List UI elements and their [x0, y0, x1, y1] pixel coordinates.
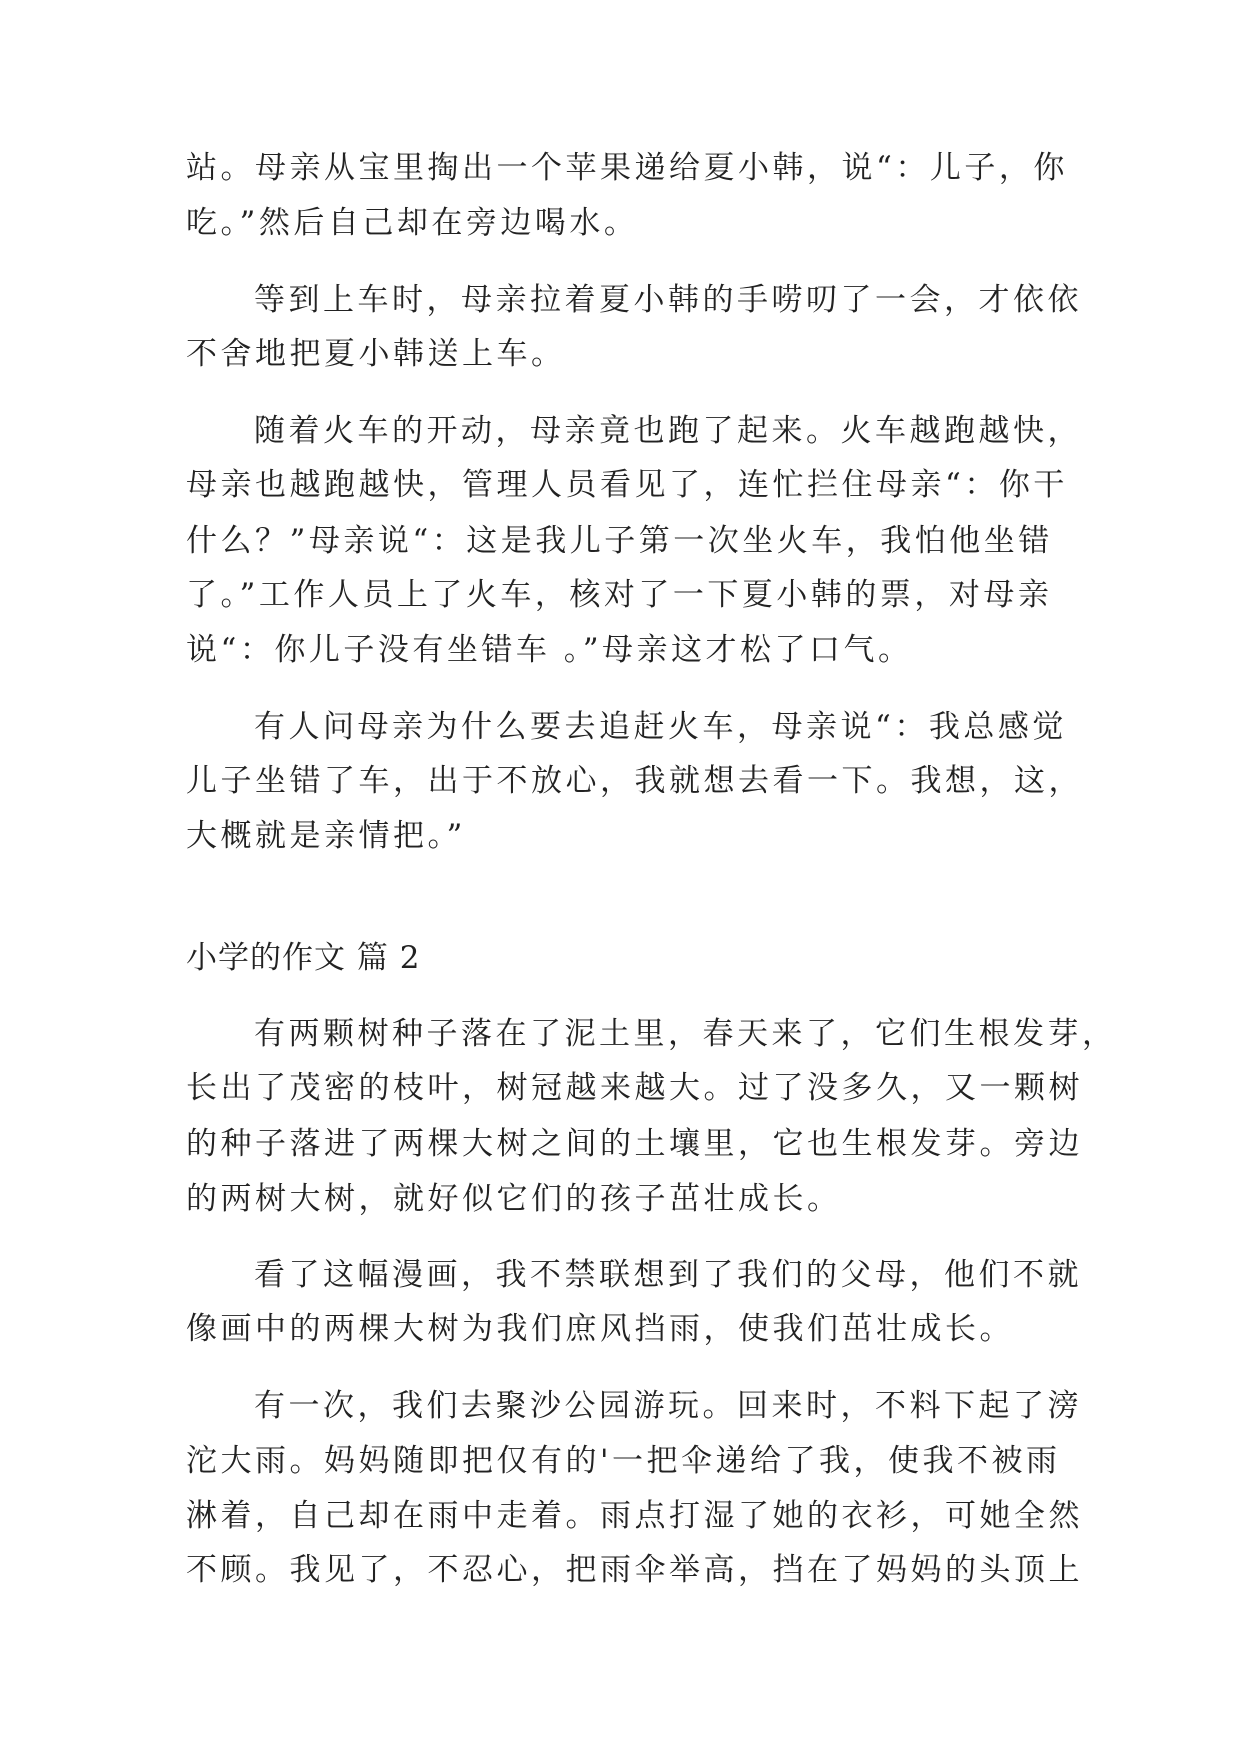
paragraph-line: 不舍地把夏小韩送上车。 [186, 336, 566, 372]
paragraph-line: 有一次，我们去聚沙公园游玩。回来时，不料下起了滂 [254, 1388, 1082, 1424]
paragraph-line: 有人问母亲为什么要去追赶火车，母亲说“：我总感觉 [254, 709, 1067, 745]
paragraph-line: 的两树大树，就好似它们的孩子茁壮成长。 [186, 1181, 842, 1217]
paragraph-line: 不顾。我见了，不忍心，把雨伞举高，挡在了妈妈的头顶上 [186, 1552, 1083, 1588]
paragraph-line: 母亲也越跑越快，管理人员看见了，连忙拦住母亲“：你干 [186, 467, 1068, 503]
paragraph-line: 吃。”然后自己却在旁边喝水。 [186, 205, 639, 241]
paragraph-line: 等到上车时，母亲拉着夏小韩的手唠叨了一会，才依依 [254, 282, 1082, 318]
section-title: 小学的作文 篇 2 [186, 940, 421, 976]
paragraph-line: 长出了茂密的枝叶，树冠越来越大。过了没多久，又一颗树 [186, 1070, 1083, 1106]
paragraph-line: 说“：你儿子没有坐错车 。”母亲这才松了口气。 [186, 632, 913, 668]
paragraph-line: 随着火车的开动，母亲竟也跑了起来。火车越跑越快， [254, 413, 1082, 449]
paragraph-line: 儿子坐错了车，出于不放心，我就想去看一下。我想，这， [186, 763, 1083, 799]
paragraph-line: 有两颗树种子落在了泥土里，春天来了，它们生根发芽， [254, 1016, 1117, 1052]
paragraph-line: 像画中的两棵大树为我们庶风挡雨，使我们茁壮成长。 [186, 1311, 1014, 1347]
paragraph-line: 站。母亲从宝里掏出一个苹果递给夏小韩，说“：儿子，你 [186, 150, 1068, 186]
paragraph-line: 大概就是亲情把。” [186, 818, 466, 854]
paragraph-line: 淋着，自己却在雨中走着。雨点打湿了她的衣衫，可她全然 [186, 1498, 1083, 1534]
paragraph-line: 沱大雨。妈妈随即把仅有的'一把伞递给了我，使我不被雨 [186, 1443, 1061, 1479]
paragraph-line: 什么？”母亲说“：这是我儿子第一次坐火车，我怕他坐错 [186, 523, 1053, 559]
paragraph-line: 了。”工作人员上了火车，核对了一下夏小韩的票，对母亲 [186, 577, 1053, 613]
paragraph-line: 看了这幅漫画，我不禁联想到了我们的父母，他们不就 [254, 1257, 1082, 1293]
paragraph-line: 的种子落进了两棵大树之间的土壤里，它也生根发芽。旁边 [186, 1126, 1083, 1162]
